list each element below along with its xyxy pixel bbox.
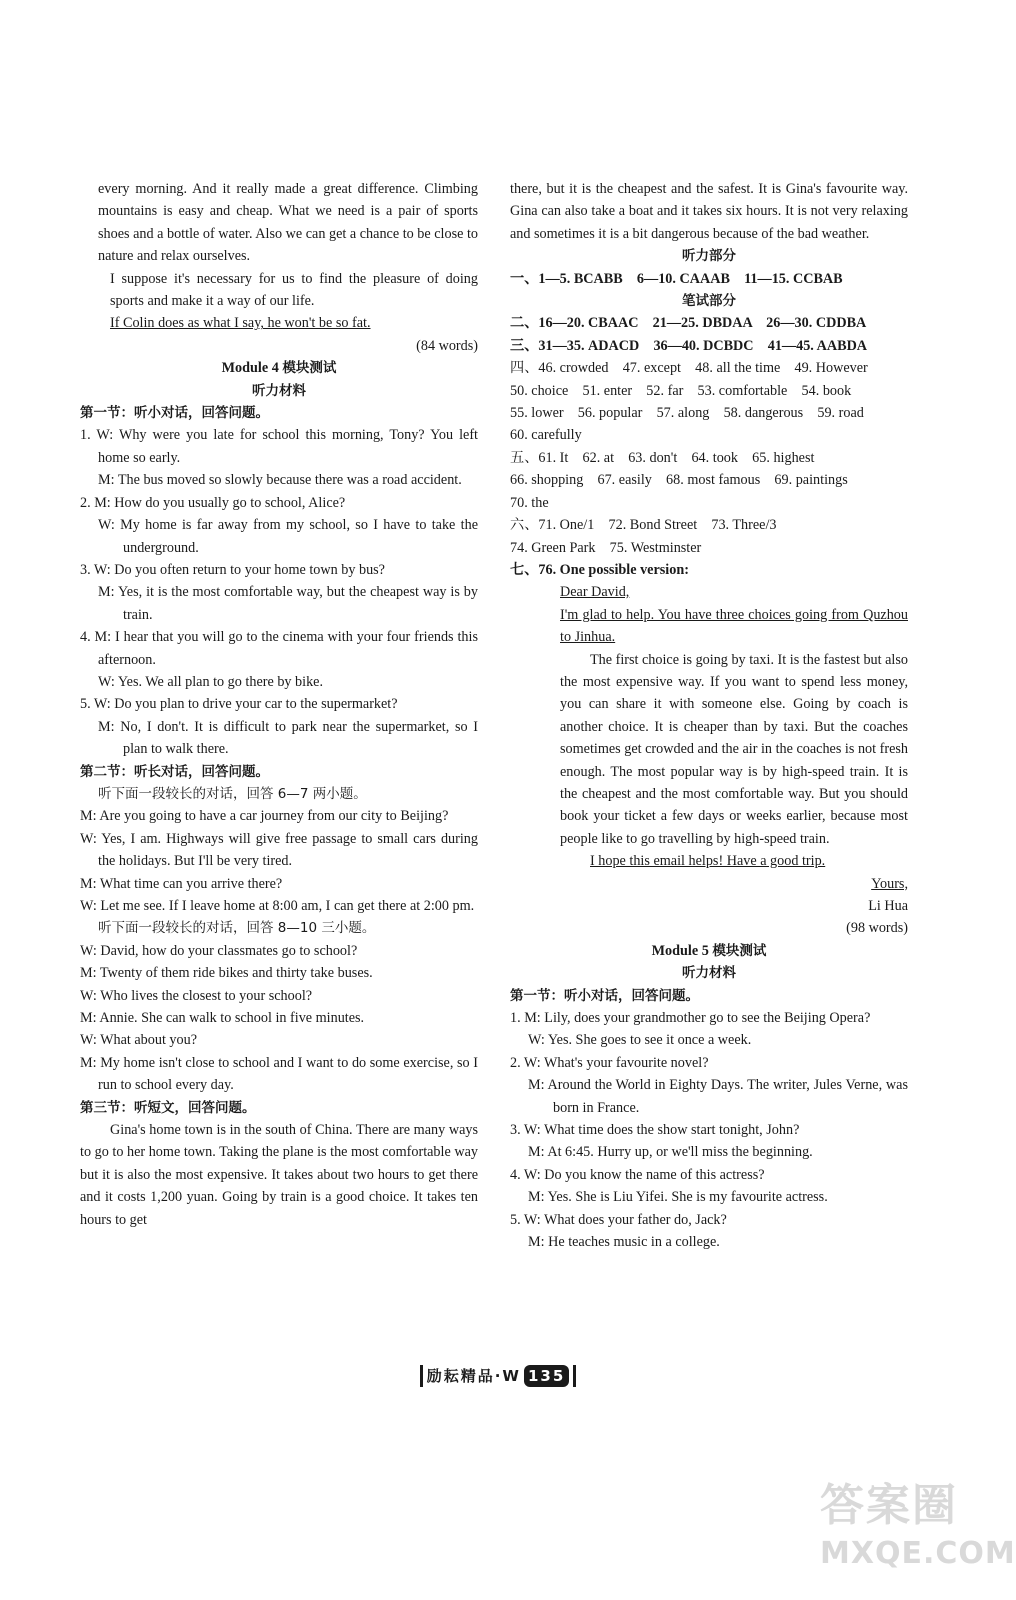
dialog-line: 5. W: Do you plan to drive your car to the supermarket? — [80, 696, 398, 713]
dialog-line: 2. W: What's your favourite novel? — [510, 1054, 709, 1071]
dialog-line: W: My home is far away from my school, so I have to take the underground. — [98, 517, 478, 556]
dialog-line: W: Yes, I am. Highways will give free passage to small cars during the holidays. But I'll be very tired. — [80, 830, 478, 870]
listening-part-heading: 听力部分 — [682, 248, 736, 265]
dialog-line: W: Who lives the closest to your school? — [80, 987, 313, 1004]
dialog-line: M: At 6:45. Hurry up, or we'll miss the beginning. — [528, 1144, 813, 1161]
module4-title-zh: 模块测试 — [282, 360, 337, 377]
essay-paragraph-2 — [80, 268, 478, 313]
letter-word-count: (98 words) — [846, 920, 908, 937]
dialog-line: M: Yes, it is the most comfortable way, but the cheapest way is by train. — [98, 584, 478, 623]
dialog-line: W: Let me see. If I leave home at 8:00 am, I can get there at 2:00 pm. — [80, 898, 475, 914]
footer-brand: 励耘精品 — [426, 1366, 495, 1385]
dialog-line: 1. W: Why were you late for school this morning, Tony? You left home so early. — [80, 427, 478, 466]
essay-paragraph-1: every morning. And it really made a great difference. Climbing mountains is easy and cheap. What we need is a pair of sports shoes and a bottle of water. Also we can get a chance to be close to nature and relax ourselves. — [98, 181, 478, 265]
letter-paragraph-3: I hope this email helps! Have a good trip. — [590, 853, 826, 870]
dialog-line: M: Are you going to have a car journey from our city to Beijing? — [80, 808, 449, 825]
essay-conclusion: If Colin does as what I say, he won't be so fat. — [110, 315, 371, 332]
dialog-line: W: David, how do your classmates go to school? — [80, 942, 358, 959]
right-column — [510, 178, 908, 1254]
letter-closing: Yours, — [871, 875, 908, 892]
module5-section1-heading: 第一节：听小对话，回答问题。 — [510, 987, 699, 1004]
footer-left-bar — [420, 1365, 423, 1387]
answer-line: 四、46. crowded 47. except 48. all the time 49. However — [510, 360, 868, 377]
letter-name: Li Hua — [868, 898, 908, 914]
module5-title-en: Module 5 — [651, 942, 709, 959]
module5-title-zh: 模块测试 — [712, 942, 767, 959]
answer-line: 50. choice 51. enter 52. far 53. comfortable 54. book — [510, 382, 852, 399]
dialog-line: M: No, I don't. It is difficult to park near the supermarket, so I plan to walk there. — [98, 718, 478, 758]
answer-line: 70. the — [510, 494, 549, 511]
module4-section2-heading: 第二节：听长对话，回答问题。 — [80, 763, 269, 780]
module4-section3-passage: Gina's home town is in the south of China. There are many ways to go to her home town. Taking the plane is the most comfortable way but it is also the most expensive. It takes about two hours to get there and it costs 1,200 yuan. Going by train is a good choice. It takes ten hours to get — [80, 1122, 478, 1228]
letter-greeting: Dear David, — [560, 584, 630, 601]
answer-line: 五、61. It 62. at 63. don't 64. took 65. highest — [510, 449, 815, 466]
module5-section1-dialogs — [510, 1007, 908, 1253]
dialog-line: M: What time can you arrive there? — [80, 875, 283, 892]
footer-sep: ·W — [494, 1366, 521, 1385]
module4-section2-dialog2 — [80, 940, 478, 1097]
dialog-line: 1. M: Lily, does your grandmother go to see the Beijing Opera? — [510, 1010, 871, 1027]
module4-section2-intro2: 听下面一段较长的对话，回答 8—10 三小题。 — [98, 920, 376, 937]
dialog-line: W: Yes. We all plan to go there by bike. — [98, 673, 324, 690]
watermark-line1: 答案圈 — [820, 1480, 958, 1531]
answer-line: 三、31—35. ADACD 36—40. DCBDC 41—45. AABDA — [510, 337, 868, 354]
dialog-line: M: Twenty of them ride bikes and thirty take buses. — [80, 965, 373, 982]
dialog-line: M: The bus moved so slowly because there was a road accident. — [98, 472, 462, 489]
dialog-line: M: Annie. She can walk to school in five minutes. — [80, 1010, 365, 1027]
essay-word-count: (84 words) — [416, 337, 478, 354]
module5-title — [510, 940, 908, 962]
dialog-line: 3. W: What time does the show start tonight, John? — [510, 1122, 800, 1139]
dialog-line: W: What about you? — [80, 1032, 198, 1049]
dialog-line: 4. M: I hear that you will go to the cinema with your four friends this afternoon. — [80, 629, 478, 668]
module4-title — [80, 357, 478, 379]
passage-continued: there, but it is the cheapest and the safest. It is Gina's favourite way. Gina can also take a boat and it takes six hours. It is not very relaxing and sometimes it is a bit dangerous because of the bad weather. — [510, 181, 908, 242]
answer-line: 二、16—20. CBAAC 21—25. DBDAA 26—30. CDDBA — [510, 315, 867, 332]
module4-section1-dialogs — [80, 424, 478, 760]
answers-listening: 一、1—5. BCABB 6—10. CAAAB 11—15. CCBAB — [510, 270, 843, 287]
dialog-line: M: My home isn't close to school and I want to do some exercise, so I run to school every day. — [80, 1054, 478, 1094]
left-column — [80, 178, 478, 1231]
module4-section1-heading: 第一节：听小对话，回答问题。 — [80, 405, 269, 422]
answer-line: 74. Green Park 75. Westminster — [510, 539, 702, 556]
page-footer — [408, 1362, 588, 1390]
letter-paragraph-2: The first choice is going by taxi. It is the fastest but also the most expensive way. If you want to spend less money, you can share it with someone else. Going by coach is another choice. It is cheaper than by taxi. But the coaches sometimes get crowded and the air in the coaches is not fresh enough. The most popular way is by high-speed train. It is the cheapest and the most comfortable way. But you should book your ticket a few days or weeks earlier, because most people like to go travelling by high-speed train. — [560, 651, 908, 847]
page-number: 135 — [524, 1365, 569, 1387]
answers-written — [510, 312, 908, 558]
answer-line: 66. shopping 67. easily 68. most famous 69. paintings — [510, 472, 848, 489]
module4-section2-dialog1 — [80, 805, 478, 917]
watermark-line2: MXQE.COM — [820, 1536, 1016, 1571]
module5-listening-material: 听力材料 — [682, 965, 736, 982]
dialog-line: M: Yes. She is Liu Yifei. She is my favourite actress. — [528, 1189, 828, 1206]
dialog-line: W: Yes. She goes to see it once a week. — [528, 1032, 752, 1049]
letter-paragraph-1 — [510, 604, 908, 649]
dialog-line: M: Around the World in Eighty Days. The writer, Jules Verne, was born in France. — [528, 1077, 908, 1116]
module4-title-en: Module 4 — [221, 360, 279, 377]
dialog-line: 2. M: How do you usually go to school, Alice? — [80, 494, 346, 511]
answer-line: 55. lower 56. popular 57. along 58. dangerous 59. road — [510, 405, 864, 422]
dialog-line: 4. W: Do you know the name of this actress? — [510, 1166, 765, 1183]
dialog-line: 5. W: What does your father do, Jack? — [510, 1211, 727, 1228]
essay-paragraph-2-text: I suppose it's necessary for us to find the pleasure of doing sports and make it a way of our life. — [110, 270, 478, 310]
module4-section3-heading: 第三节：听短文，回答问题。 — [80, 1099, 256, 1116]
q76-label: 七、76. One possible version: — [510, 561, 689, 578]
answer-line: 60. carefully — [510, 427, 582, 444]
watermark-logo — [820, 1478, 1016, 1593]
letter-paragraph-1-text: I'm glad to help. You have three choices going from Quzhou to Jinhua. — [560, 606, 908, 646]
module4-listening-material: 听力材料 — [252, 382, 306, 399]
footer-right-bar — [573, 1365, 576, 1387]
written-part-heading: 笔试部分 — [682, 293, 736, 310]
dialog-line: M: He teaches music in a college. — [528, 1234, 720, 1251]
answer-line: 六、71. One/1 72. Bond Street 73. Three/3 — [510, 517, 777, 534]
dialog-line: 3. W: Do you often return to your home town by bus? — [80, 561, 385, 578]
module4-section2-intro1: 听下面一段较长的对话，回答 6—7 两小题。 — [98, 785, 367, 802]
